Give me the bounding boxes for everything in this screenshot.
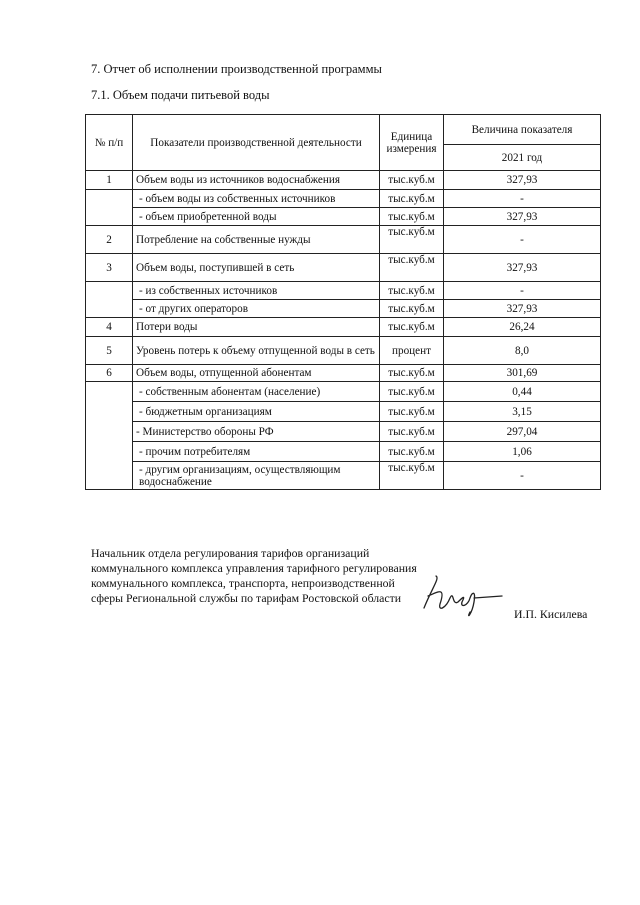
table-row <box>86 226 601 254</box>
row-num <box>86 282 133 318</box>
row-name: - Министерство обороны РФ <box>133 422 380 442</box>
row-num <box>86 190 133 226</box>
row-name: - собственным абонентам (население) <box>133 382 380 402</box>
row-name: Уровень потерь к объему отпущенной воды в сеть <box>133 337 380 365</box>
row-value: 8,0 <box>444 337 601 365</box>
table-row <box>86 190 601 208</box>
row-value: 3,15 <box>444 402 601 422</box>
table-row <box>86 337 601 365</box>
row-name: Объем воды из источников водоснабжения <box>133 171 380 190</box>
row-num: 4 <box>86 318 133 337</box>
row-name: Потребление на собственные нужды <box>133 226 380 254</box>
table-row <box>86 254 601 282</box>
row-name: - прочим потребителям <box>133 442 380 462</box>
row-name: - из собственных источников <box>133 282 380 300</box>
row-name: - объем приобретенной воды <box>133 208 380 226</box>
table-row <box>86 365 601 382</box>
row-unit: тыс.куб.м <box>380 254 444 282</box>
row-num: 5 <box>86 337 133 365</box>
row-unit: процент <box>380 337 444 365</box>
row-unit: тыс.куб.м <box>380 226 444 254</box>
row-name: - бюджетным организациям <box>133 402 380 422</box>
signatory-position: Начальник отдела регулирования тарифов организаций коммунального комплекса управления тарифного регулирования коммунального комплекса, транспорта, непроизводственной сферы Региональной службы по тарифам Ростовской области <box>91 546 417 605</box>
table-row <box>86 300 601 318</box>
row-unit: тыс.куб.м <box>380 462 444 490</box>
signer-name: И.П. Кисилева <box>514 607 588 621</box>
row-value: - <box>444 226 601 254</box>
row-value: 297,04 <box>444 422 601 442</box>
table-row <box>86 462 601 490</box>
row-unit: тыс.куб.м <box>380 318 444 337</box>
row-value: 0,44 <box>444 382 601 402</box>
row-value: 301,69 <box>444 365 601 382</box>
col-header-year: 2021 год <box>444 145 601 171</box>
col-header-num: № п/п <box>86 115 133 171</box>
row-unit: тыс.куб.м <box>380 442 444 462</box>
row-value: - <box>444 282 601 300</box>
row-unit: тыс.куб.м <box>380 190 444 208</box>
table-row <box>86 208 601 226</box>
subsection-heading: 7.1. Объем подачи питьевой воды <box>91 88 270 102</box>
row-value: - <box>444 190 601 208</box>
row-value: - <box>444 462 601 490</box>
row-num: 6 <box>86 365 133 382</box>
col-header-value: Величина показателя <box>444 115 601 145</box>
row-value: 327,93 <box>444 254 601 282</box>
row-num: 2 <box>86 226 133 254</box>
table-row <box>86 442 601 462</box>
section-heading: 7. Отчет об исполнении производственной программы <box>91 62 382 76</box>
row-num <box>86 382 133 490</box>
row-unit: тыс.куб.м <box>380 402 444 422</box>
table-row <box>86 382 601 402</box>
row-value: 26,24 <box>444 318 601 337</box>
row-num: 1 <box>86 171 133 190</box>
row-value: 1,06 <box>444 442 601 462</box>
row-value: 327,93 <box>444 171 601 190</box>
row-name: - другим организациям, осуществляющим водоснабжение <box>133 462 380 490</box>
row-unit: тыс.куб.м <box>380 282 444 300</box>
row-name: Объем воды, поступившей в сеть <box>133 254 380 282</box>
row-name: Потери воды <box>133 318 380 337</box>
row-name: Объем воды, отпущенной абонентам <box>133 365 380 382</box>
row-unit: тыс.куб.м <box>380 382 444 402</box>
col-header-unit: Единица измерения <box>380 115 444 171</box>
table-row <box>86 282 601 300</box>
table-row <box>86 318 601 337</box>
row-value: 327,93 <box>444 300 601 318</box>
row-unit: тыс.куб.м <box>380 208 444 226</box>
row-unit: тыс.куб.м <box>380 300 444 318</box>
row-unit: тыс.куб.м <box>380 171 444 190</box>
row-value: 327,93 <box>444 208 601 226</box>
row-unit: тыс.куб.м <box>380 365 444 382</box>
row-unit: тыс.куб.м <box>380 422 444 442</box>
table-row <box>86 171 601 190</box>
table-row <box>86 422 601 442</box>
handwritten-signature <box>410 568 510 623</box>
table-row <box>86 402 601 422</box>
water-supply-table <box>85 114 601 490</box>
row-num: 3 <box>86 254 133 282</box>
row-name: - от других операторов <box>133 300 380 318</box>
col-header-indicator: Показатели производственной деятельности <box>133 115 380 171</box>
row-name: - объем воды из собственных источников <box>133 190 380 208</box>
